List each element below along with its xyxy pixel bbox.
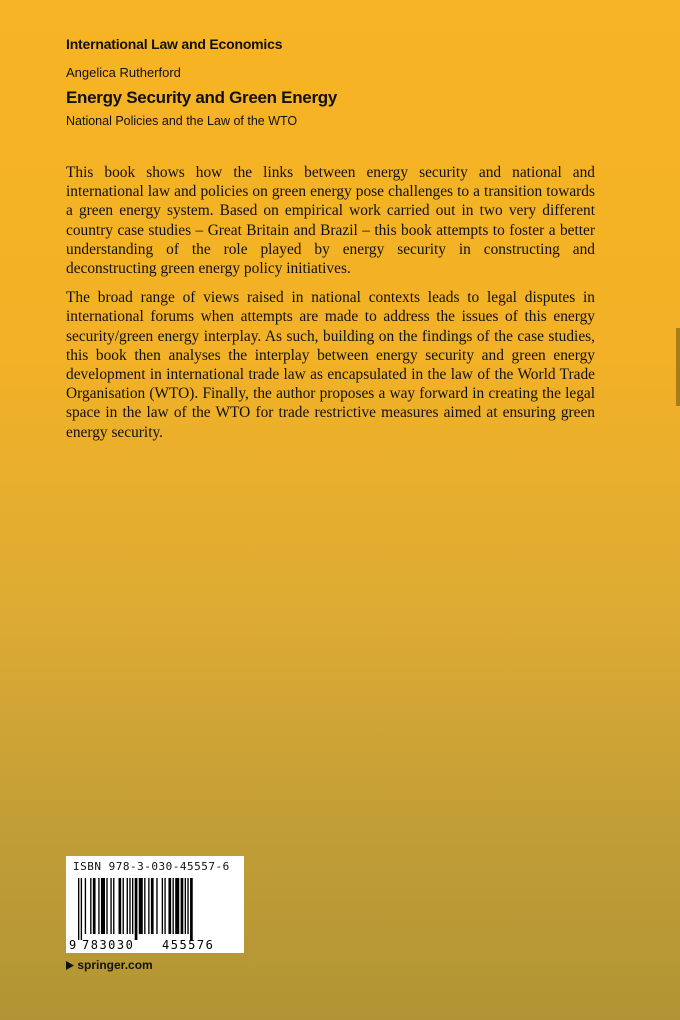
ean-digits-right: 455576 [162, 938, 215, 952]
barcode-bar [110, 878, 111, 934]
barcode-bar [101, 878, 105, 934]
barcode-bar [98, 878, 99, 934]
barcode-bar [168, 878, 171, 934]
barcode-bar [90, 878, 91, 934]
barcode-bar [181, 878, 184, 934]
barcode-bar [175, 878, 179, 934]
barcode-bar [190, 878, 193, 940]
barcode-bar [127, 878, 128, 934]
barcode-bars [78, 878, 193, 940]
barcode-bar [119, 878, 122, 934]
isbn-label: ISBN 978-3-030-45557-6 [73, 860, 230, 873]
barcode-bar [135, 878, 138, 940]
barcode-bar [162, 878, 163, 934]
blurb-paragraph-1: This book shows how the links between energy security and national and international law and policies on green energy pose challenges to a transition towards a green energy system. Based on empirical work carried out in two very different country case studies – Great Britain and Brazil – this book attempts to foster a better understanding of the role played by energy security in constructing and deconstructing green energy policy initiatives. [66, 164, 595, 278]
barcode-bar [144, 878, 145, 934]
barcode-bar [148, 878, 149, 934]
barcode-bar [85, 878, 86, 934]
barcode-bar [132, 878, 133, 934]
blurb [66, 163, 595, 452]
publisher-link[interactable] [66, 958, 153, 972]
barcode-bar [81, 878, 82, 940]
barcode-graphic [66, 876, 244, 953]
barcode-bar [173, 878, 174, 934]
ean-digits-left: 783030 [82, 938, 135, 952]
barcode-bar [113, 878, 114, 934]
barcode-bar [185, 878, 186, 934]
series-title: International Law and Economics [66, 36, 283, 52]
ean-digit-lead: 9 [69, 938, 77, 952]
barcode-bar [106, 878, 107, 934]
book-title: Energy Security and Green Energy [66, 88, 337, 107]
book-subtitle: National Policies and the Law of the WTO [66, 114, 298, 128]
barcode-bar [156, 878, 157, 934]
author-name: Angelica Rutherford [66, 65, 181, 80]
blurb-paragraph-2: The broad range of views raised in national contexts leads to legal disputes in international forums when attempts are made to address the issues of this energy security/green energy interplay. As such, building on the findings of the case studies, this book then analyses the interplay between energy security and green energy development in international trade law as encapsulated in the law of the World Trade Organisation (WTO). Finally, the author proposes a way forward in creating the legal space in the law of the WTO for trade restrictive measures aimed at ensuring green energy security. [66, 289, 595, 441]
barcode-bar [129, 878, 130, 934]
barcode-bar [139, 878, 143, 934]
barcode-bar [151, 878, 154, 934]
edge-mark [676, 328, 680, 406]
triangle-right-icon [66, 961, 74, 970]
barcode-bar [187, 878, 188, 934]
barcode-bar [164, 878, 165, 934]
barcode-bar [93, 878, 96, 934]
barcode-bar [78, 878, 79, 940]
isbn-barcode-box [66, 856, 244, 953]
publisher-link-text: springer.com [77, 958, 153, 972]
barcode-bar [123, 878, 124, 934]
